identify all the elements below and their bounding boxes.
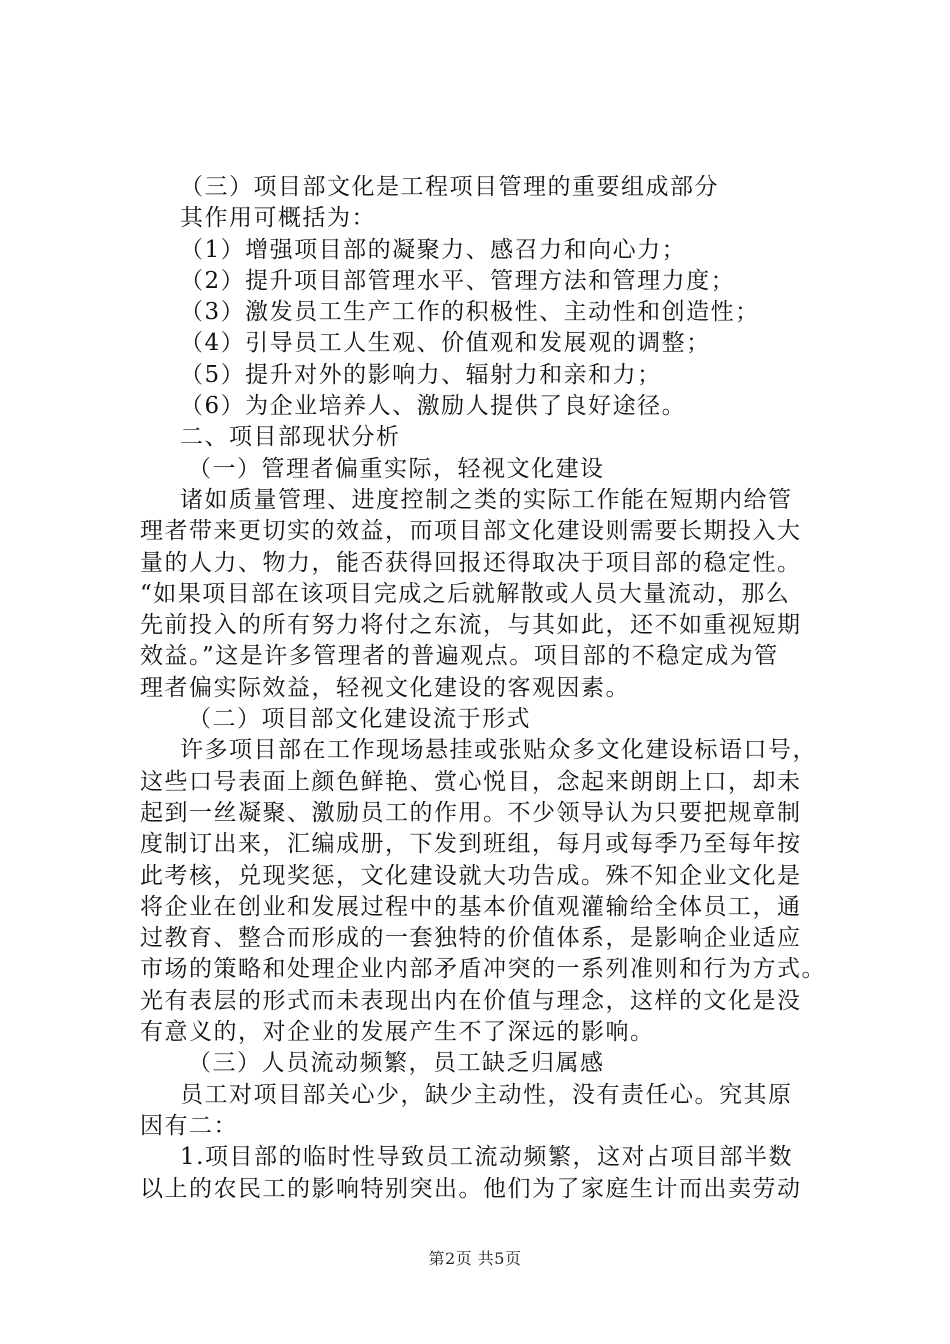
text-line: 理者偏实际效益，轻视文化建设的客观因素。 [140, 674, 630, 701]
text-line: 量的人力、物力，能否获得回报还得取决于项目部的稳定性。 [140, 549, 802, 576]
text-line: （三）项目部文化是工程项目管理的重要组成部分 [180, 174, 719, 200]
text-line: 过教育、整合而形成的一套独特的价值体系，是影响企业适应 [140, 925, 802, 952]
text-line: 光有表层的形式而未表现出内在价值与理念，这样的文化是没 [140, 987, 802, 1014]
text-line: “如果项目部在该项目完成之后就解散或人员大量流动，那么 [140, 580, 791, 607]
text-line: 这些口号表面上颜色鲜艳、赏心悦目，念起来朗朗上口，却未 [140, 768, 802, 795]
text-line: 二、项目部现状分析 [180, 424, 401, 451]
text-line: （3）激发员工生产工作的积极性、主动性和创造性； [180, 299, 760, 326]
text-line: （三）人员流动频繁，员工缺乏归属感 [188, 1050, 605, 1077]
text-line: 1.项目部的临时性导致员工流动频繁，这对占项目部半数 [180, 1144, 793, 1171]
text-line: 市场的策略和处理企业内部矛盾冲突的一系列准则和行为方式。 [140, 956, 826, 983]
text-line: 理者带来更切实的效益，而项目部文化建设则需要长期投入大 [140, 518, 802, 545]
text-line: （2）提升项目部管理水平、管理方法和管理力度； [180, 267, 736, 294]
text-line: 诸如质量管理、进度控制之类的实际工作能在短期内给管 [180, 486, 793, 513]
text-line: 此考核，兑现奖惩，文化建设就大功告成。殊不知企业文化是 [140, 862, 802, 889]
text-line: 起到一丝凝聚、激励员工的作用。不少领导认为只要把规章制 [140, 799, 802, 826]
text-line: 有意义的，对企业的发展产生不了深远的影响。 [140, 1019, 655, 1046]
text-line: （5）提升对外的影响力、辐射力和亲和力； [180, 361, 662, 388]
text-line: （二）项目部文化建设流于形式 [188, 706, 531, 733]
document-body [140, 172, 840, 1205]
text-line: （6）为企业培养人、激励人提供了良好途径。 [180, 393, 687, 420]
text-line: 效益。”这是许多管理者的普遍观点。项目部的不稳定成为管 [140, 643, 779, 670]
text-line: 其作用可概括为： [180, 205, 376, 232]
text-line: （一）管理者偏重实际，轻视文化建设 [188, 455, 605, 482]
text-line: （1）增强项目部的凝聚力、感召力和向心力； [180, 236, 687, 263]
page-footer: 第2页 共5页 [428, 1249, 522, 1268]
text-line: 因有二： [140, 1112, 238, 1139]
text-line: 将企业在创业和发展过程中的基本价值观灌输给全体员工，通 [140, 893, 802, 920]
text-line: 先前投入的所有努力将付之东流，与其如此，还不如重视短期 [140, 612, 802, 639]
text-line: 许多项目部在工作现场悬挂或张贴众多文化建设标语口号， [180, 737, 817, 764]
text-line: 员工对项目部关心少，缺少主动性，没有责任心。究其原 [180, 1081, 793, 1108]
text-line: 度制订出来，汇编成册，下发到班组，每月或每季乃至每年按 [140, 831, 802, 858]
text-line: （4）引导员工人生观、价值观和发展观的调整； [180, 330, 711, 357]
text-line: 以上的农民工的影响特别突出。他们为了家庭生计而出卖劳动 [140, 1175, 802, 1202]
